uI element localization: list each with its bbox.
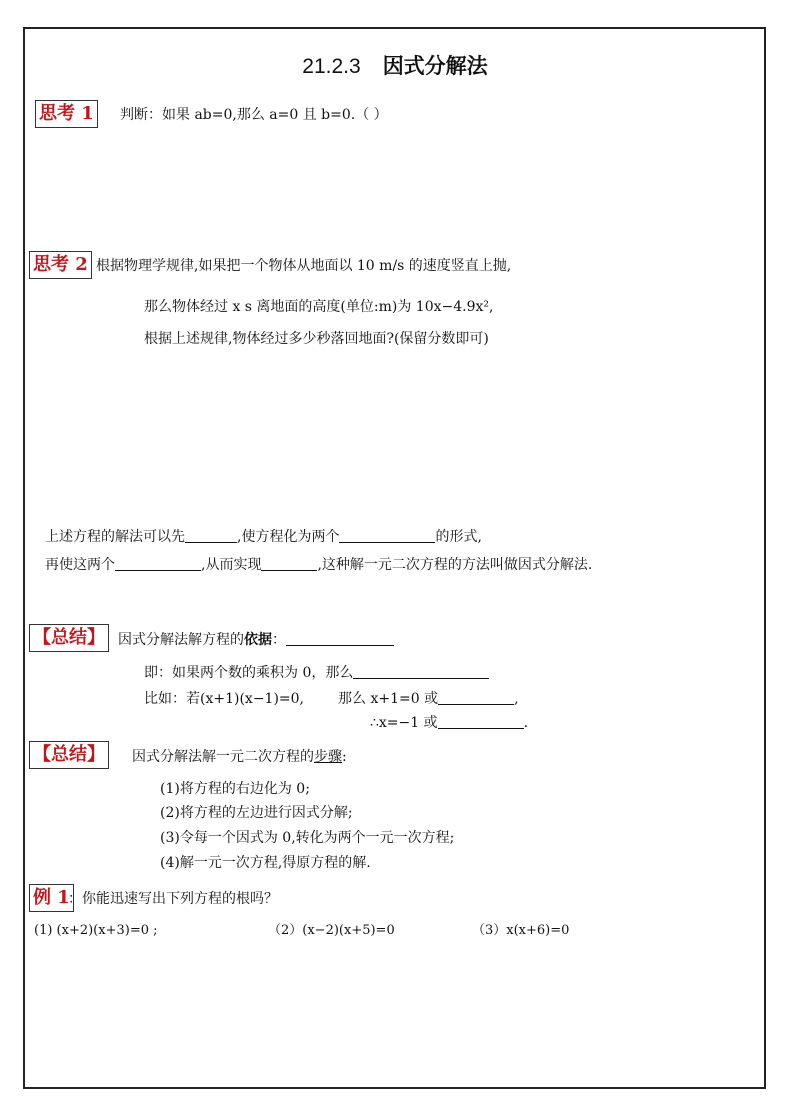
section-number: 21.2.3	[302, 55, 361, 78]
think2-line3: 根据上述规律,物体经过多少秒落回地面?(保留分数即可)	[144, 331, 489, 347]
summary1-line2: 比如：若(x+1)(x−1)=0,	[144, 691, 305, 707]
summary2-lead: 因式分解法解一元二次方程的步骤:	[132, 749, 347, 765]
step-item: (3)令每一个因式为 0,转化为两个一元一次方程;	[160, 830, 455, 846]
step-item: (2)将方程的左边进行因式分解;	[160, 805, 353, 821]
blank[interactable]	[339, 528, 435, 543]
example1-tag: 例 1	[29, 884, 74, 912]
think2-line2: 那么物体经过 x s 离地面的高度(单位:m)为 10x−4.9x²,	[144, 299, 494, 315]
think1-text: 判断：如果 ab=0,那么 a=0 且 b=0.（ ）	[120, 107, 388, 123]
summary1-line1: 即：如果两个数的乘积为 0，那么	[144, 664, 489, 682]
example-item: （2）(x−2)(x+5)=0	[268, 923, 395, 938]
blank[interactable]	[353, 664, 489, 679]
step-item: (1)将方程的右边化为 0;	[160, 781, 310, 797]
summary1-lead: 因式分解法解方程的依据：	[118, 631, 394, 649]
section-title: 因式分解法	[382, 54, 488, 78]
example1-text: ：你能迅速写出下列方程的根吗？	[68, 891, 278, 907]
blank[interactable]	[438, 690, 514, 705]
think2-tag: 思考 2	[29, 251, 92, 279]
blank[interactable]	[261, 556, 317, 571]
step-item: (4)解一元一次方程,得原方程的解.	[160, 855, 371, 871]
summary1-tag: 【总结】	[29, 624, 109, 652]
summary2-tag: 【总结】	[29, 741, 109, 769]
think1-tag: 思考 1	[35, 100, 98, 128]
summary1-line3: ∴x=−1 或 .	[370, 715, 529, 731]
blank[interactable]	[438, 714, 524, 729]
method-line2: 再使这两个 ,从而实现 ,这种解一元二次方程的方法叫做因式分解法.	[45, 557, 593, 573]
blank[interactable]	[115, 556, 201, 571]
summary1-line2-right: 那么 x+1=0 或 ,	[338, 691, 519, 707]
example-item: (1) (x+2)(x+3)=0 ;	[34, 923, 158, 938]
think2-line1: 根据物理学规律,如果把一个物体从地面以 10 m/s 的速度竖直上抛,	[96, 258, 512, 274]
page-title	[0, 50, 790, 80]
blank[interactable]	[286, 631, 394, 646]
method-line1: 上述方程的解法可以先 ,使方程化为两个 的形式,	[45, 529, 482, 545]
blank[interactable]	[185, 528, 237, 543]
example-item: （3）x(x+6)=0	[472, 923, 570, 938]
